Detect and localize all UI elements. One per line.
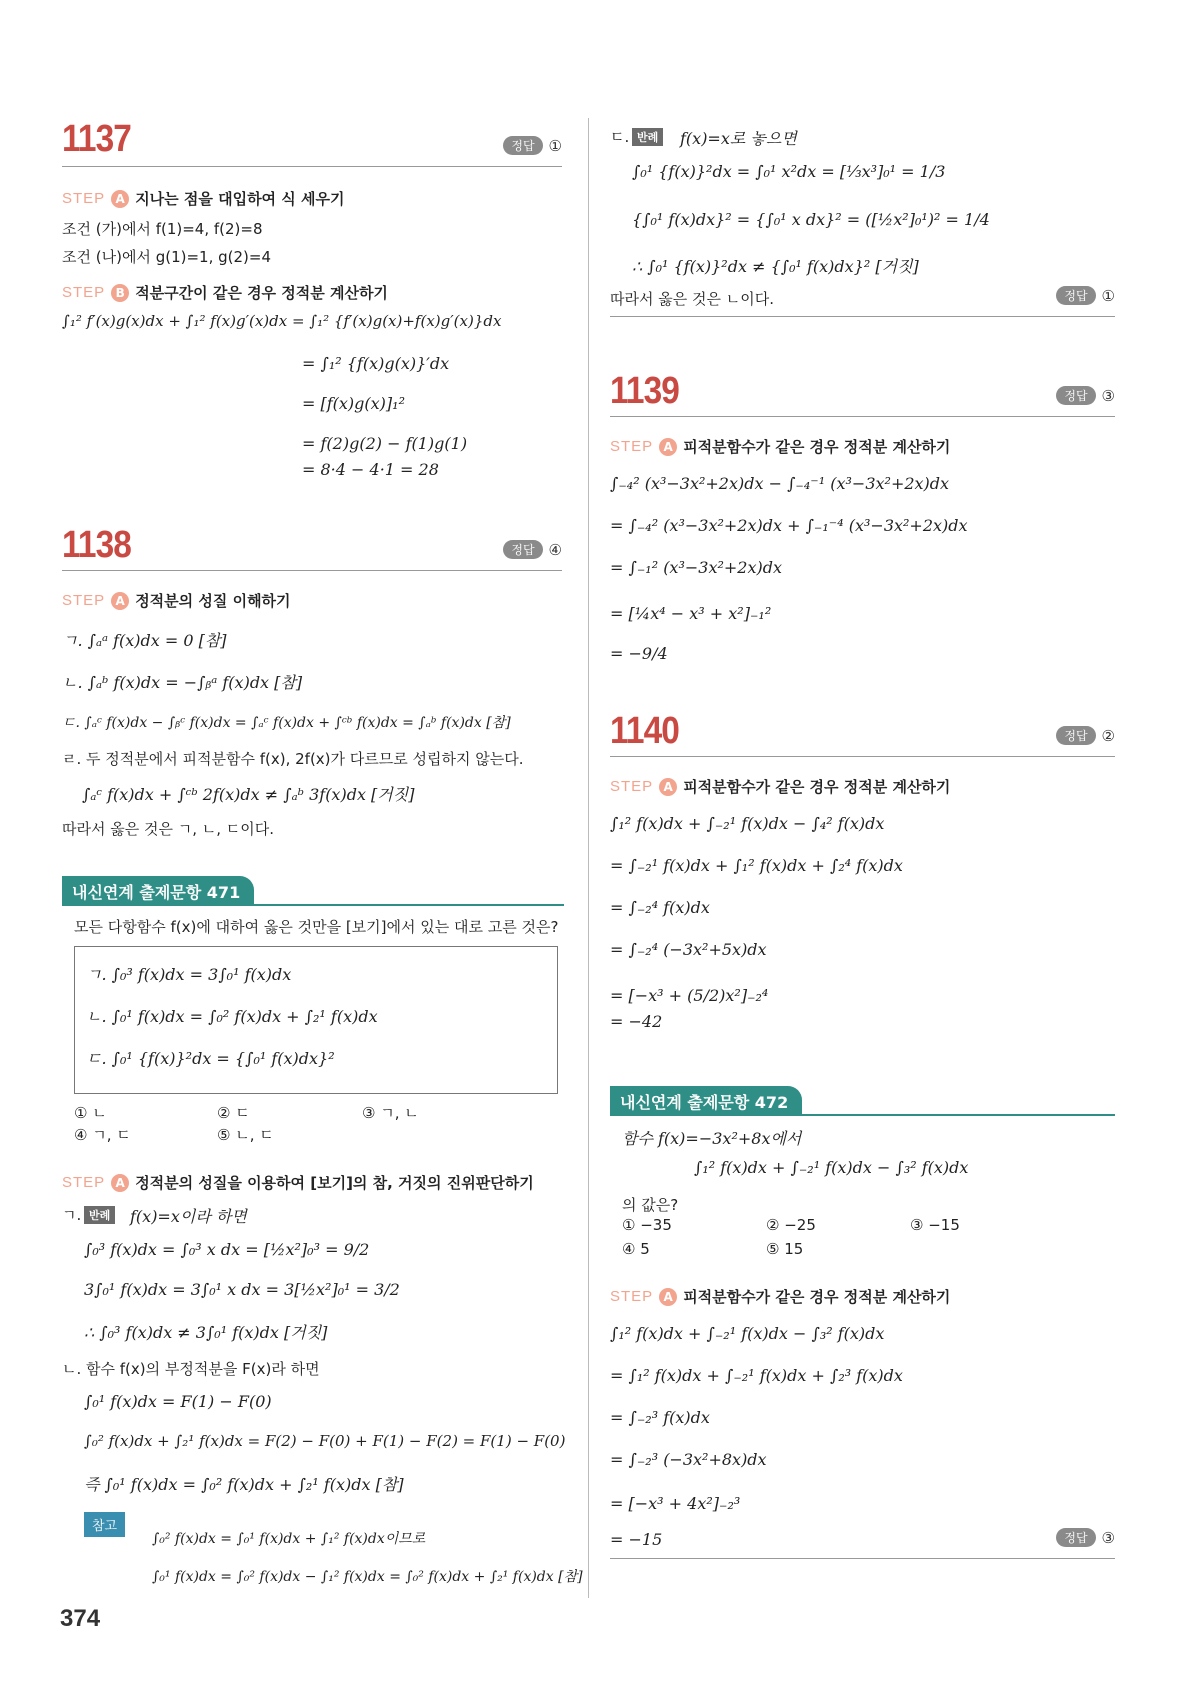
answer-label: 정답 — [503, 136, 542, 155]
bogi-item: ㄷ. ∫₀¹ {f(x)}²dx = {∫₀¹ f(x)dx}² — [86, 1049, 335, 1068]
counter-example-tag: 반례 — [84, 1206, 115, 1224]
equation: = ∫₋₂¹ f(x)dx + ∫₁² f(x)dx + ∫₂⁴ f(x)dx — [610, 856, 903, 875]
problem-number-1138: 1138 — [62, 524, 132, 566]
divider — [62, 166, 562, 167]
question-text: 의 값은? — [622, 1196, 679, 1214]
choice: ⑤ 15 — [766, 1240, 804, 1258]
equation: ∫₀¹ {f(x)}²dx = ∫₀¹ x²dx = [⅓x³]₀¹ = 1/3 — [632, 162, 946, 181]
section-line — [802, 1114, 1115, 1116]
divider — [610, 1558, 1115, 1559]
equation: = [¼x⁴ − x³ + x²]₋₁² — [610, 604, 772, 623]
answer-value: ① — [548, 136, 562, 155]
choice: ① ㄴ — [74, 1104, 107, 1122]
equation: = f(2)g(2) − f(1)g(1) — [302, 434, 468, 453]
text-line: ㄹ. 두 정적분에서 피적분함수 f(x), 2f(x)가 다르므로 성립하지 않는다. — [62, 750, 524, 768]
choice: ② ㄷ — [217, 1104, 250, 1122]
step-a-472 — [610, 1286, 950, 1307]
problem-number-1139: 1139 — [610, 370, 680, 412]
section-header-472 — [610, 1086, 1115, 1116]
step-label: STEP — [610, 1288, 654, 1305]
answer-472 — [1056, 1528, 1115, 1547]
equation: ∫₀¹ f(x)dx = ∫₀² f(x)dx − ∫₁² f(x)dx = ∫₀² f(x)dx + ∫₂¹ f(x)dx [참] — [152, 1569, 583, 1585]
choice: ③ −15 — [910, 1216, 960, 1234]
equation: ∫₁² f(x)dx + ∫₋₂¹ f(x)dx − ∫₃² f(x)dx — [610, 1324, 885, 1343]
equation: = [−x³ + (5/2)x²]₋₂⁴ — [610, 986, 769, 1005]
equation: ∫₁² f(x)dx + ∫₋₂¹ f(x)dx − ∫₃² f(x)dx — [694, 1158, 969, 1177]
equation: {∫₀¹ f(x)dx}² = {∫₀¹ x dx}² = ([½x²]₀¹)² = 1/4 — [632, 210, 990, 229]
step-label: STEP — [62, 1174, 106, 1191]
equation: ∫₁² f′(x)g(x)dx + ∫₁² f(x)g′(x)dx = ∫₁² {f′(x)g(x)+f(x)g′(x)}dx — [62, 312, 502, 330]
text-line: ㄴ. 함수 f(x)의 부정적분을 F(x)라 하면 — [62, 1360, 320, 1378]
choice: ④ 5 — [622, 1240, 650, 1258]
choice: ③ ㄱ, ㄴ — [362, 1104, 419, 1122]
equation: = ∫₋₂⁴ f(x)dx — [610, 898, 710, 917]
text-line: 조건 (가)에서 f(1)=4, f(2)=8 — [62, 220, 263, 238]
equation: = −9/4 — [610, 644, 668, 663]
text-line: ㄱ. — [62, 1206, 82, 1224]
equation: = −42 — [610, 1012, 663, 1031]
text-line: ㄷ. — [610, 128, 630, 146]
answer-label: 정답 — [1056, 1528, 1095, 1547]
page-number: 374 — [60, 1605, 101, 1632]
divider — [610, 756, 1115, 757]
text-line: 따라서 옳은 것은 ㄱ, ㄴ, ㄷ이다. — [62, 820, 275, 838]
section-number: 472 — [754, 1093, 789, 1112]
answer-value: ③ — [1101, 386, 1115, 405]
answer-1139 — [1056, 386, 1115, 405]
column-divider — [588, 118, 589, 1598]
equation: = ∫₋₄² (x³−3x²+2x)dx + ∫₋₁⁻⁴ (x³−3x²+2x)dx — [610, 516, 968, 535]
divider — [610, 316, 1115, 317]
step-title: 피적분함수가 같은 경우 정적분 계산하기 — [683, 1288, 951, 1306]
answer-label: 정답 — [503, 540, 542, 559]
equation: = ∫₋₂⁴ (−3x²+5x)dx — [610, 940, 767, 959]
step-a-1140 — [610, 776, 950, 797]
section-title: 내신연계 출제문항 — [620, 1093, 750, 1112]
section-line — [254, 904, 564, 906]
problem-number-1140: 1140 — [610, 710, 680, 752]
text-line: 조건 (나)에서 g(1)=1, g(2)=4 — [62, 248, 271, 266]
answer-1138-box — [1056, 286, 1115, 305]
step-a-1139 — [610, 436, 950, 457]
step-title: 피적분함수가 같은 경우 정적분 계산하기 — [683, 438, 951, 456]
answer-1138 — [503, 540, 562, 559]
step-badge: A — [659, 778, 677, 796]
equation: f(x)=x이라 하면 — [130, 1207, 247, 1226]
equation: ∫₀² f(x)dx + ∫₂¹ f(x)dx = F(2) − F(0) + F(1) − F(2) = F(1) − F(0) — [84, 1432, 566, 1450]
step-badge: A — [111, 1174, 129, 1192]
equation: f(x)=x로 놓으면 — [680, 129, 797, 148]
equation: = 8·4 − 4·1 = 28 — [302, 460, 439, 479]
step-b-1137 — [62, 282, 388, 303]
problem-number-1137: 1137 — [62, 118, 132, 160]
choice: ④ ㄱ, ㄷ — [74, 1126, 131, 1144]
step-a-1138 — [62, 590, 291, 611]
section-header-471 — [62, 876, 564, 906]
equation: ∫ₐᶜ f(x)dx + ∫ᶜᵇ 2f(x)dx ≠ ∫ₐᵇ 3f(x)dx [거짓] — [82, 785, 415, 804]
step-title: 피적분함수가 같은 경우 정적분 계산하기 — [683, 778, 951, 796]
equation: = ∫₋₁² (x³−3x²+2x)dx — [610, 558, 783, 577]
step-title: 적분구간이 같은 경우 정적분 계산하기 — [135, 284, 388, 302]
equation: ∴ ∫₀¹ {f(x)}²dx ≠ {∫₀¹ f(x)dx}² [거짓] — [632, 257, 919, 276]
step-title: 정적분의 성질 이해하기 — [135, 592, 291, 610]
answer-value: ① — [1101, 286, 1115, 305]
equation: 즉 ∫₀¹ f(x)dx = ∫₀² f(x)dx + ∫₂¹ f(x)dx [참] — [84, 1475, 404, 1494]
step-a-1137 — [62, 188, 344, 209]
equation: = ∫₋₂³ f(x)dx — [610, 1408, 710, 1427]
step-label: STEP — [62, 190, 106, 207]
choice: ⑤ ㄴ, ㄷ — [217, 1126, 274, 1144]
step-badge: A — [111, 190, 129, 208]
equation: ㄱ. ∫ₐᵃ f(x)dx = 0 [참] — [62, 631, 227, 650]
step-label: STEP — [62, 592, 106, 609]
step-label: STEP — [610, 778, 654, 795]
equation: = ∫₋₂³ (−3x²+8x)dx — [610, 1450, 767, 1469]
step-a-471 — [62, 1172, 534, 1193]
step-badge: A — [111, 592, 129, 610]
bogi-item: ㄱ. ∫₀³ f(x)dx = 3∫₀¹ f(x)dx — [86, 965, 292, 984]
question-text: 모든 다항함수 f(x)에 대하여 옳은 것만을 [보기]에서 있는 대로 고른 것은? — [74, 918, 559, 936]
equation: = [f(x)g(x)]₁² — [302, 394, 405, 413]
bogi-item: ㄴ. ∫₀¹ f(x)dx = ∫₀² f(x)dx + ∫₂¹ f(x)dx — [86, 1007, 378, 1026]
answer-label: 정답 — [1056, 726, 1095, 745]
section-tab — [62, 876, 254, 906]
equation: ㄷ. ∫ₐᶜ f(x)dx − ∫ᵦᶜ f(x)dx = ∫ₐᶜ f(x)dx + ∫ᶜᵇ f(x)dx = ∫ₐᵇ f(x)dx [참] — [62, 715, 511, 731]
equation: = −15 — [610, 1530, 663, 1549]
answer-label: 정답 — [1056, 386, 1095, 405]
equation: ∴ ∫₀³ f(x)dx ≠ 3∫₀¹ f(x)dx [거짓] — [84, 1323, 328, 1342]
text-line: 따라서 옳은 것은 ㄴ이다. — [610, 290, 774, 308]
equation: = ∫₁² {f(x)g(x)}′dx — [302, 354, 450, 373]
equation: ∫₋₄² (x³−3x²+2x)dx − ∫₋₄⁻¹ (x³−3x²+2x)dx — [610, 474, 950, 493]
answer-1137 — [503, 136, 562, 155]
divider — [610, 416, 1115, 417]
equation: ㄴ. ∫ₐᵇ f(x)dx = −∫ᵦᵃ f(x)dx [참] — [62, 673, 303, 692]
section-tab — [610, 1086, 802, 1116]
equation: = [−x³ + 4x²]₋₂³ — [610, 1494, 741, 1513]
step-badge: A — [659, 1288, 677, 1306]
section-number: 471 — [206, 883, 241, 902]
equation: ∫₀² f(x)dx = ∫₀¹ f(x)dx + ∫₁² f(x)dx이므로 — [152, 1531, 426, 1547]
step-label: STEP — [62, 284, 106, 301]
question-text: 함수 f(x)=−3x²+8x에서 — [622, 1129, 802, 1148]
answer-value: ② — [1101, 726, 1115, 745]
choice: ① −35 — [622, 1216, 672, 1234]
equation: ∫₀¹ f(x)dx = F(1) − F(0) — [84, 1392, 272, 1411]
equation: 3∫₀¹ f(x)dx = 3∫₀¹ x dx = 3[½x²]₀¹ = 3/2 — [84, 1280, 400, 1299]
answer-1140 — [1056, 726, 1115, 745]
step-badge: A — [659, 438, 677, 456]
equation: ∫₀³ f(x)dx = ∫₀³ x dx = [½x²]₀³ = 9/2 — [84, 1240, 370, 1259]
reference-tag: 참고 — [84, 1512, 125, 1537]
step-label: STEP — [610, 438, 654, 455]
equation: ∫₁² f(x)dx + ∫₋₂¹ f(x)dx − ∫₄² f(x)dx — [610, 814, 885, 833]
counter-example-tag: 반례 — [632, 128, 663, 146]
step-badge: B — [111, 284, 129, 302]
step-title: 지나는 점을 대입하여 식 세우기 — [135, 190, 345, 208]
step-title: 정적분의 성질을 이용하여 [보기]의 참, 거짓의 진위판단하기 — [135, 1174, 534, 1192]
choice: ② −25 — [766, 1216, 816, 1234]
equation: = ∫₁² f(x)dx + ∫₋₂¹ f(x)dx + ∫₂³ f(x)dx — [610, 1366, 903, 1385]
answer-value: ③ — [1101, 1528, 1115, 1547]
section-title: 내신연계 출제문항 — [72, 883, 202, 902]
divider — [62, 570, 562, 571]
answer-label: 정답 — [1056, 286, 1095, 305]
answer-value: ④ — [548, 540, 562, 559]
